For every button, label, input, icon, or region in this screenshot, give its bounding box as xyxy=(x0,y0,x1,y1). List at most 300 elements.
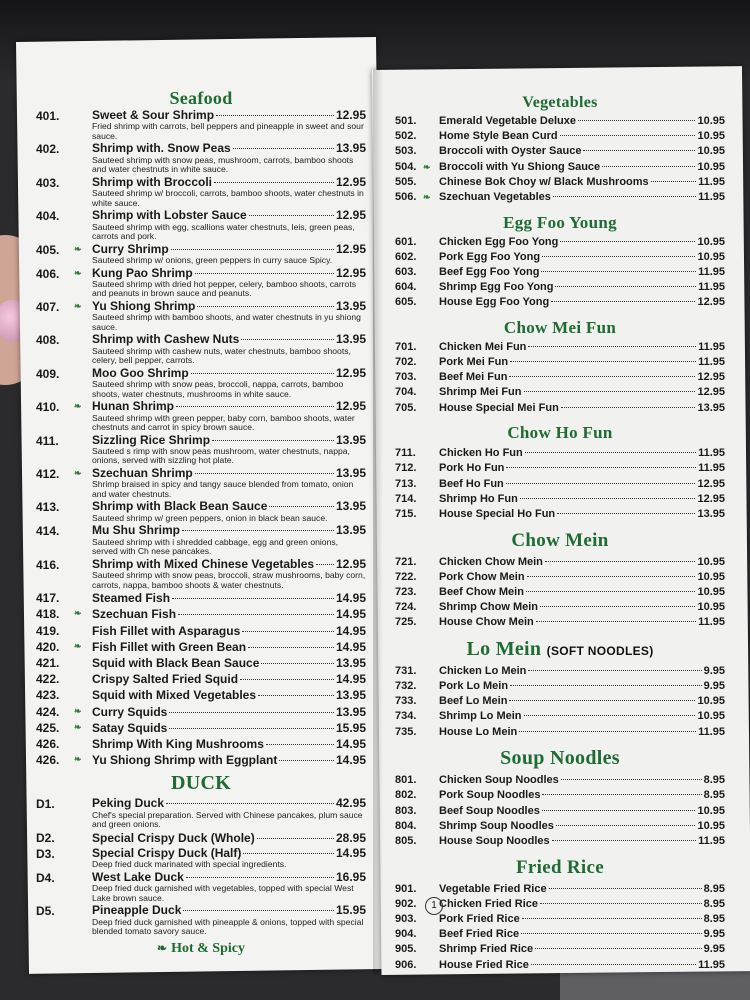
section-title-text: Soup Noodles xyxy=(500,747,620,770)
leader-dots xyxy=(171,249,334,250)
item-number: 604. xyxy=(395,281,417,294)
section-subtitle: (SOFT NOODLES) xyxy=(546,643,654,658)
menu-item xyxy=(36,871,366,903)
item-body xyxy=(439,478,725,492)
item-number: 903. xyxy=(395,912,417,925)
leader-dots xyxy=(249,215,334,216)
menu-item xyxy=(36,558,366,590)
item-number: 505. xyxy=(395,175,417,188)
item-number: 424. xyxy=(36,704,60,719)
leader-dots xyxy=(527,576,696,577)
leader-dots xyxy=(521,933,701,934)
item-name: Special Crispy Duck (Half) xyxy=(92,845,242,860)
item-body xyxy=(92,434,366,466)
item-number: 422. xyxy=(36,672,60,687)
item-name: Shrimp Mei Fun xyxy=(439,386,522,399)
menu-item xyxy=(36,607,366,622)
item-price: 12.95 xyxy=(335,265,366,280)
item-number: 406. xyxy=(36,266,60,281)
item-number: D1. xyxy=(36,797,55,812)
item-line xyxy=(92,871,366,884)
leader-dots xyxy=(261,663,334,664)
leader-dots xyxy=(279,760,334,761)
menu-item xyxy=(395,959,725,973)
section-title-text: DUCK xyxy=(170,772,232,795)
item-line xyxy=(92,524,366,537)
item-name: Shrimp Fried Rice xyxy=(439,943,534,956)
menu-item xyxy=(395,898,725,912)
item-line xyxy=(439,774,725,788)
item-line xyxy=(92,688,366,703)
section-title-text: Chow Mei Fun xyxy=(503,317,617,337)
item-number: 413. xyxy=(36,500,60,515)
menu-item xyxy=(395,341,725,355)
item-body xyxy=(439,251,725,265)
menu-item xyxy=(395,586,725,600)
item-body xyxy=(439,774,725,788)
item-price: 12.95 xyxy=(335,241,366,256)
leader-dots xyxy=(214,182,334,183)
item-name: Yu Shiong Shrimp with Eggplant xyxy=(92,753,278,768)
leader-dots xyxy=(557,513,695,514)
item-line xyxy=(439,913,725,927)
item-number: 416. xyxy=(36,557,60,572)
item-line xyxy=(439,726,725,740)
item-line xyxy=(439,145,725,159)
item-line xyxy=(439,695,725,709)
item-price: 11.95 xyxy=(698,356,725,369)
item-price: 10.95 xyxy=(697,130,725,143)
menu-item xyxy=(36,209,366,241)
leader-dots xyxy=(510,361,696,362)
item-description: Sauteed shrimp with bamboo shoots, and water chestnuts in yu shiong sauce. xyxy=(92,312,361,332)
item-line xyxy=(92,500,366,513)
item-line xyxy=(92,434,366,447)
section-title xyxy=(395,318,725,338)
menu-item xyxy=(395,928,725,942)
item-line xyxy=(439,571,725,585)
item-body xyxy=(92,109,366,141)
item-line xyxy=(439,943,725,957)
item-number: 601. xyxy=(395,235,417,248)
menu-fold-shadow xyxy=(373,70,383,975)
item-price: 11.95 xyxy=(698,835,725,847)
item-price: 8.95 xyxy=(703,789,725,802)
leader-dots xyxy=(602,166,695,167)
item-name: Home Style Bean Curd xyxy=(439,130,558,143)
menu-item xyxy=(395,710,725,724)
item-body xyxy=(439,928,725,942)
item-line xyxy=(439,789,725,803)
item-number: D4. xyxy=(36,870,55,885)
item-line xyxy=(439,356,725,370)
leader-dots xyxy=(509,376,695,377)
item-number: 426. xyxy=(36,753,60,768)
item-name: Pork Egg Foo Yong xyxy=(439,250,541,263)
item-number: 704. xyxy=(395,386,417,399)
item-description: Sauteed shrimp w/ green peppers, onion in black bean sauce. xyxy=(92,512,328,523)
leader-dots xyxy=(551,301,695,302)
menu-item xyxy=(395,266,725,280)
item-name: Shrimp with Lobster Sauce xyxy=(92,208,247,223)
item-description: Sauteed shrimp with cashew nuts, water chestnuts, bamboo shoots, celery, bell pepper, carrots. xyxy=(92,345,351,366)
item-price: 11.95 xyxy=(698,265,725,278)
leader-dots xyxy=(540,903,702,904)
leader-dots xyxy=(191,373,334,374)
item-price: 10.95 xyxy=(697,160,725,173)
item-name: Sizzling Rice Shrimp xyxy=(92,432,211,447)
section-title-text: Vegetables xyxy=(522,94,598,111)
menu-item xyxy=(395,616,725,630)
menu-item xyxy=(395,145,725,159)
item-line xyxy=(92,209,366,222)
leader-dots xyxy=(240,679,334,680)
item-price: 14.95 xyxy=(335,591,366,606)
item-number: 721. xyxy=(395,555,417,568)
item-body xyxy=(92,142,366,174)
menu-item xyxy=(395,191,725,205)
item-line xyxy=(92,109,366,122)
item-name: Broccoli with Oyster Sauce xyxy=(439,145,582,158)
item-price: 8.95 xyxy=(703,774,725,787)
leader-dots xyxy=(526,591,696,592)
item-price: 10.95 xyxy=(697,145,725,158)
item-price: 10.95 xyxy=(697,710,725,723)
item-body xyxy=(92,367,366,399)
leader-dots xyxy=(509,700,695,701)
item-price: 9.95 xyxy=(703,680,725,693)
menu-item xyxy=(36,142,366,174)
menu-item xyxy=(36,591,366,606)
item-name: Beef Mei Fun xyxy=(439,371,508,384)
item-name: House Fried Rice xyxy=(439,958,529,971)
item-name: Chicken Ho Fun xyxy=(439,447,523,460)
menu-item xyxy=(36,904,366,936)
item-line xyxy=(92,904,366,917)
hot-spicy-leaf-icon: ❧ xyxy=(74,300,82,311)
menu-item xyxy=(36,400,366,432)
item-price: 9.95 xyxy=(703,943,725,956)
hot-spicy-label: Hot & Spicy xyxy=(171,940,245,956)
item-number: 714. xyxy=(395,492,417,505)
item-line xyxy=(439,478,725,492)
item-number: 802. xyxy=(395,789,417,802)
menu-item xyxy=(36,267,366,299)
item-line xyxy=(439,341,725,355)
item-body xyxy=(439,695,725,709)
menu-column-right xyxy=(395,94,725,974)
menu-item xyxy=(36,434,366,466)
menu-item xyxy=(36,721,366,736)
leader-dots xyxy=(178,614,334,615)
item-price: 11.95 xyxy=(698,616,725,629)
hot-spicy-leaf-icon: ❧ xyxy=(157,941,168,956)
leader-dots xyxy=(524,715,696,716)
menu-item xyxy=(395,571,725,585)
item-price: 13.95 xyxy=(335,141,366,156)
item-number: 713. xyxy=(395,477,417,490)
item-body xyxy=(92,705,366,720)
item-line xyxy=(439,898,725,912)
item-name: Shrimp With King Mushrooms xyxy=(92,736,264,751)
item-name: House Chow Mein xyxy=(439,616,534,629)
menu-item xyxy=(395,805,725,819)
hot-spicy-leaf-icon: ❧ xyxy=(74,467,82,478)
menu-item xyxy=(395,508,725,522)
item-body xyxy=(92,753,366,768)
menu-column-left xyxy=(36,88,366,957)
item-name: Szechuan Fish xyxy=(92,607,177,622)
item-body xyxy=(439,680,725,694)
item-price: 11.95 xyxy=(698,281,725,294)
item-body xyxy=(92,688,366,703)
item-number: D5. xyxy=(36,904,55,919)
item-description: Fried shrimp with carrots, bell peppers and pineapple in sweet and sour sauce. xyxy=(92,121,364,141)
item-line xyxy=(439,680,725,694)
section-title xyxy=(395,423,725,443)
leader-dots xyxy=(506,467,696,468)
item-price: 10.95 xyxy=(697,601,725,614)
item-name: Curry Shrimp xyxy=(92,241,169,256)
item-line xyxy=(92,831,366,846)
menu-item xyxy=(395,115,725,129)
item-description: Chef's special preparation. Served with Chinese pancakes, plum sauce and green onions. xyxy=(92,809,363,830)
item-description: Sauteed s rimp with snow peas mushroom, water chestnuts, nappa, onions, served with sizzling hot plate. xyxy=(92,445,350,466)
leader-dots xyxy=(520,498,696,499)
menu-item xyxy=(36,243,366,266)
item-line xyxy=(439,820,725,834)
item-body xyxy=(439,805,725,819)
item-line xyxy=(439,883,725,897)
leader-dots xyxy=(266,744,334,745)
leader-dots xyxy=(197,306,334,307)
item-price: 11.95 xyxy=(698,462,725,475)
item-number: 735. xyxy=(395,725,417,738)
item-line xyxy=(92,753,366,768)
item-price: 12.95 xyxy=(697,477,725,490)
item-name: Mu Shu Shrimp xyxy=(92,523,180,538)
leader-dots xyxy=(248,647,334,648)
item-line xyxy=(92,300,366,313)
hot-spicy-legend xyxy=(36,941,366,957)
leader-dots xyxy=(531,964,696,965)
item-name: Sweet & Sour Shrimp xyxy=(92,108,215,122)
item-price: 13.95 xyxy=(697,401,725,414)
item-number: 423. xyxy=(36,688,60,703)
item-body xyxy=(439,447,725,461)
item-name: Pork Ho Fun xyxy=(439,462,505,475)
section-title xyxy=(36,772,366,795)
hot-spicy-leaf-icon: ❧ xyxy=(423,161,431,172)
item-line xyxy=(92,672,366,687)
item-price: 9.95 xyxy=(703,664,725,677)
section-title-text: Lo Mein xyxy=(466,637,542,660)
menu-item xyxy=(395,695,725,709)
item-line xyxy=(439,493,725,507)
item-name: Shrimp with Mixed Chinese Vegetables xyxy=(92,556,315,571)
menu-item xyxy=(36,797,366,829)
item-price: 13.95 xyxy=(335,688,366,703)
menu-item xyxy=(36,333,366,365)
item-price: 13.95 xyxy=(335,432,366,447)
item-price: 14.95 xyxy=(335,623,366,638)
item-number: 401. xyxy=(36,109,60,123)
leader-dots xyxy=(552,840,696,841)
item-body xyxy=(439,341,725,355)
menu-item xyxy=(36,831,366,846)
item-body xyxy=(439,726,725,740)
section-title xyxy=(395,213,725,233)
item-name: Beef Soup Noodles xyxy=(439,804,540,817)
handwritten-circle-mark: 1 xyxy=(425,897,443,915)
item-line xyxy=(439,130,725,144)
item-body xyxy=(439,943,725,957)
item-line xyxy=(439,928,725,942)
menu-item xyxy=(395,789,725,803)
item-line xyxy=(439,959,725,973)
item-body xyxy=(439,386,725,400)
item-line xyxy=(439,191,725,205)
item-price: 13.95 xyxy=(335,523,366,538)
item-line xyxy=(439,176,725,190)
item-body xyxy=(439,402,725,416)
item-line xyxy=(92,243,366,256)
section-title-text: Seafood xyxy=(169,88,233,108)
menu-item xyxy=(395,835,725,849)
item-name: Shrimp with Cashew Nuts xyxy=(92,332,240,347)
item-price: 13.95 xyxy=(335,704,366,719)
leader-dots xyxy=(524,391,696,392)
item-price: 13.95 xyxy=(335,332,366,347)
item-price: 13.95 xyxy=(335,298,366,313)
menu-item xyxy=(36,705,366,720)
leader-dots xyxy=(545,561,696,562)
item-line xyxy=(439,402,725,416)
item-body xyxy=(439,601,725,615)
item-price: 14.95 xyxy=(335,845,366,860)
menu-item xyxy=(395,665,725,679)
item-price: 28.95 xyxy=(335,830,366,845)
item-name: Shrimp Lo Mein xyxy=(439,710,522,723)
item-name: Chicken Egg Foo Yong xyxy=(439,235,559,248)
item-number: 417. xyxy=(36,591,60,606)
item-body xyxy=(439,571,725,585)
item-name: Special Crispy Duck (Whole) xyxy=(92,830,255,845)
item-number: 426. xyxy=(36,736,60,751)
item-line xyxy=(439,281,725,295)
item-line xyxy=(92,367,366,380)
item-body xyxy=(439,115,725,129)
item-line xyxy=(439,266,725,280)
hot-spicy-leaf-icon: ❧ xyxy=(74,721,82,732)
item-number: 605. xyxy=(395,296,417,309)
item-number: 411. xyxy=(36,433,59,448)
menu-item xyxy=(36,300,366,332)
menu-item xyxy=(36,500,366,523)
item-price: 14.95 xyxy=(335,672,366,687)
item-number: 420. xyxy=(36,639,60,654)
hot-spicy-leaf-icon: ❧ xyxy=(74,640,82,651)
item-name: Pork Mei Fun xyxy=(439,356,509,369)
leader-dots xyxy=(561,779,702,780)
item-price: 8.95 xyxy=(703,912,725,925)
leader-dots xyxy=(536,621,696,622)
item-name: House Special Mei Fun xyxy=(439,401,559,414)
item-description: Sauteed shrimp with snow peas, broccoli, straw mushrooms, baby corn, carrots, nappa, bamboo shoots & water chestnuts. xyxy=(92,570,366,590)
item-line xyxy=(92,705,366,720)
item-name: Peking Duck xyxy=(92,796,165,811)
item-body xyxy=(92,267,366,299)
item-number: 503. xyxy=(395,145,417,158)
item-name: Szechuan Shrimp xyxy=(92,465,193,480)
item-description: Sauteed shrimp with egg, scallions water chestnuts, leis, green peas, carrots and pork. xyxy=(92,221,355,242)
leader-dots xyxy=(541,271,696,272)
item-price: 14.95 xyxy=(335,639,366,654)
item-line xyxy=(439,386,725,400)
item-number: 504. xyxy=(395,160,417,173)
item-body xyxy=(92,737,366,752)
section-title xyxy=(395,94,725,112)
item-number: 734. xyxy=(395,710,417,723)
item-line xyxy=(92,797,366,810)
item-body xyxy=(439,710,725,724)
item-line xyxy=(439,710,725,724)
item-line xyxy=(439,805,725,819)
item-description: Shrimp braised in spicy and tangy sauce blended from tomato, onion and water chestnuts. xyxy=(92,479,354,499)
leader-dots xyxy=(269,506,334,507)
item-line xyxy=(439,447,725,461)
item-body xyxy=(439,130,725,144)
item-number: D2. xyxy=(36,830,55,845)
section-title xyxy=(36,88,366,109)
item-body xyxy=(92,333,366,365)
item-number: 712. xyxy=(395,462,417,475)
item-number: 419. xyxy=(36,623,60,638)
item-body xyxy=(92,721,366,736)
item-name: Shrimp with Broccoli xyxy=(92,174,213,189)
hot-spicy-leaf-icon: ❧ xyxy=(74,243,82,254)
item-number: 902. xyxy=(395,897,417,910)
item-body xyxy=(439,161,725,175)
menu-item xyxy=(36,640,366,655)
item-price: 12.95 xyxy=(697,296,725,309)
item-name: House Lo Mein xyxy=(439,725,518,738)
item-price: 13.95 xyxy=(335,465,366,480)
item-price: 9.95 xyxy=(703,928,725,941)
item-line xyxy=(92,558,366,571)
hot-spicy-leaf-icon: ❧ xyxy=(74,754,82,765)
menu-item xyxy=(395,386,725,400)
menu-item xyxy=(36,753,366,768)
item-body xyxy=(92,640,366,655)
leader-dots xyxy=(522,918,702,919)
item-number: 412. xyxy=(36,466,60,481)
item-price: 12.95 xyxy=(697,386,725,399)
item-name: Pork Fried Rice xyxy=(439,912,520,925)
item-name: Pork Soup Noodles xyxy=(439,789,541,802)
item-line xyxy=(92,267,366,280)
item-number: 701. xyxy=(395,340,417,353)
item-line xyxy=(92,721,366,736)
menu-item xyxy=(36,109,366,141)
leader-dots xyxy=(542,794,701,795)
item-line xyxy=(92,333,366,346)
item-price: 11.95 xyxy=(698,725,725,738)
item-line xyxy=(92,737,366,752)
menu-item xyxy=(395,402,725,416)
item-line xyxy=(92,640,366,655)
item-description: Sauteed shrimp with i shredded cabbage, egg and green onions, served with Ch nese pancakes. xyxy=(92,536,339,557)
